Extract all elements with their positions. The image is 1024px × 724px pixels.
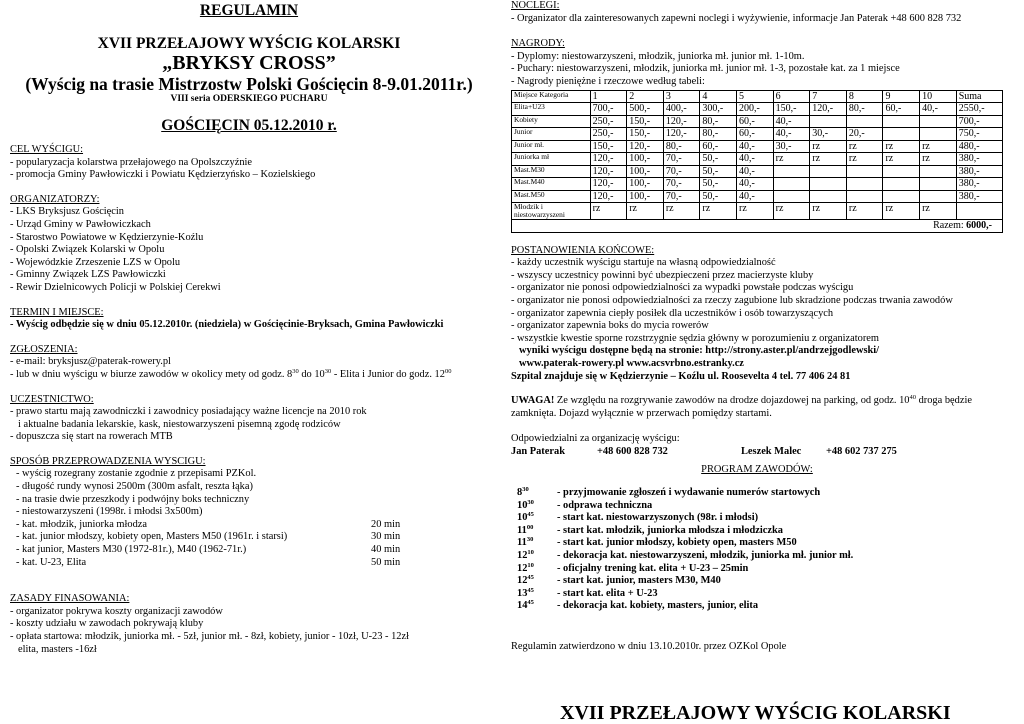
table-cell [920,178,957,191]
table-header-cell: 6 [773,90,810,103]
program-item [517,588,1003,601]
table-cell: 100,- [627,178,664,191]
table-cell: 700,- [956,115,1002,128]
duration-label: - kat. junior młodszy, kobiety open, Masters M50 (1961r. i starsi) [16,531,288,543]
table-row [512,115,1003,128]
list-item: - organizator nie ponosi odpowiedzialności za rzeczy zagubione lub skradzione podczas trwania zawodów [511,294,953,306]
method-heading: SPOSÓB PRZEPROWADZENIA WYSCIGU: [10,455,206,467]
list-item: - wszyscy uczestnicy powinni być ubezpieczeni przez macierzyste kluby [511,269,814,281]
table-cell: 70,- [663,153,700,166]
duration-time: 30 min [371,531,401,543]
table-cell: rz [883,140,920,153]
table-cell [920,165,957,178]
category-cell: Mast.M50 [512,190,591,203]
table-cell [810,165,847,178]
program-text: - odprawa techniczna [557,499,653,511]
table-cell: 40,- [773,115,810,128]
program-hour: 11 [517,537,527,549]
awards-heading: NAGRODY: [511,38,565,50]
table-cell: 40,- [737,140,774,153]
program-time [517,550,557,563]
organizers-heading: ORGANIZATORZY: [10,193,100,205]
race-subtitle: (Wyścig na trasie Mistrzostw Polski Gościęcin 8-9.01.2011r.) [25,74,473,94]
method-section [10,456,488,569]
table-cell: 60,- [883,103,920,116]
program-minute: 45 [527,599,534,607]
term-heading: TERMIN I MIEJSCE: [10,306,104,318]
table-cell: rz [883,203,920,220]
table-cell: 380,- [956,153,1002,166]
table-cell: 120,- [590,178,627,191]
program-minute: 30 [526,536,534,544]
finance-heading: ZASADY FINASOWANIA: [10,593,130,605]
table-cell [810,178,847,191]
table-cell: 40,- [773,128,810,141]
total-cell [512,220,1003,233]
table-cell: 100,- [627,153,664,166]
table-cell: rz [700,203,737,220]
program-minute: 45 [527,511,534,519]
table-header-cell: 9 [883,90,920,103]
program-time [517,563,557,576]
table-cell: 40,- [737,165,774,178]
duration-row [10,531,488,544]
approval-note: Regulamin zatwierdzono w dniu 13.10.2010r. przez OZKol Opole [511,641,787,652]
program-text: - start kat. młodzik, juniorka młodsza i młodziczka [557,524,783,536]
table-cell [920,128,957,141]
duration-label: - kat junior, Masters M30 (1972-81r.), M40 (1962-71r.) [16,544,247,556]
program-text: - start kat. junior, masters M30, M40 [557,575,721,587]
duration-time: 40 min [371,544,401,556]
table-cell: 380,- [956,190,1002,203]
table-cell: rz [773,203,810,220]
table-cell: rz [737,203,774,220]
table-cell: 50,- [700,153,737,166]
table-row [512,153,1003,166]
program-hour: 12 [517,562,528,574]
category-cell: Juniorka mł [512,153,591,166]
list-item: i aktualne badania lekarskie, kask, niestowarzyszeni pisemną zgodę rodziców [18,418,341,430]
table-cell: 120,- [663,128,700,141]
table-cell: 60,- [700,140,737,153]
table-cell [810,190,847,203]
list-item: - Nagrody pieniężne i rzeczowe według tabeli: [511,75,705,87]
table-cell: 150,- [773,103,810,116]
table-header-cell: 2 [627,90,664,103]
list-item: - długość rundy wynosi 2500m (300m asfalt, reszta łąka) [16,481,253,493]
table-row [512,140,1003,153]
awards-section [511,38,1003,88]
applications-heading: ZGŁOSZENIA: [10,343,78,355]
list-item: - organizator nie ponosi odpowiedzialności za wypadki powstałe podczas wyścigu [511,282,854,294]
finance-section [10,593,488,656]
table-cell: 120,- [590,190,627,203]
list-item: elita, masters -16zł [18,643,97,655]
program-item [517,600,1003,613]
warning-label: UWAGA! [511,395,555,407]
program-hour: 14 [517,600,528,612]
category-cell: Mast.M40 [512,178,591,191]
table-cell: rz [920,153,957,166]
program-text: - start kat. elita + U-23 [557,587,658,599]
contacts-line [511,446,1003,459]
series-name: VIII seria ODERSKIEGO PUCHARU [170,94,328,104]
table-cell: 480,- [956,140,1002,153]
participation-heading: UCZESTNICTWO: [10,393,94,405]
table-cell [883,178,920,191]
text-part: - Elita i Junior do godz. [331,368,435,380]
next-page-title: XVII PRZEŁAJOWY WYŚCIG KOLARSKI [560,702,951,724]
category-cell: Mast.M30 [512,165,591,178]
table-cell [920,115,957,128]
table-cell [846,115,883,128]
table-row [512,128,1003,141]
program-list [517,487,1003,613]
program-minute: 10 [527,561,534,569]
list-item: - popularyzacja kolarstwa przełajowego na Opolszczyźnie [10,156,253,168]
total-value: 6000,- [966,220,992,232]
lodging-section [511,0,1003,25]
table-header-cell: 4 [700,90,737,103]
list-item: - promocja Gminy Pawłowiczki i Powiatu Kędzierzyńsko – Kozielskiego [10,169,316,181]
prize-table [511,90,1003,233]
text-part: - lub w dniu wyścigu w biurze zawodów w okolicy mety od godz. [10,368,288,380]
table-header-row [512,90,1003,103]
list-item: - na trasie dwie przeszkody i podwójny boks techniczny [16,493,250,505]
warning-section [511,395,1003,420]
program-minute: 00 [526,523,534,531]
table-header-cell: 3 [663,90,700,103]
list-item: - Opolski Związek Kolarski w Opolu [10,244,165,256]
category-cell: Elita+U23 [512,103,591,116]
table-header-cell: 10 [920,90,957,103]
table-cell: 30,- [810,128,847,141]
program-time [517,575,557,588]
goal-section [10,144,488,182]
duration-time: 50 min [371,556,401,568]
table-cell: 200,- [737,103,774,116]
table-row [512,165,1003,178]
warning-time-minute: 40 [909,394,916,402]
program-time [517,600,557,613]
program-hour: 12 [517,575,528,587]
table-cell: 500,- [627,103,664,116]
table-cell: 80,- [663,140,700,153]
category-cell: Junior mł. [512,140,591,153]
list-item: - organizator zapewnia boks do mycia rowerów [511,320,709,332]
program-minute: 30 [527,498,534,506]
table-cell: 80,- [700,128,737,141]
table-row [512,178,1003,191]
time-hour: 12 [434,368,445,380]
table-total-row [512,220,1003,233]
list-item: - niestowarzyszeni (1998r. i młodsi 3x500m) [16,506,203,518]
websites-line: www.paterak-rowery.pl www.acsvrbno.estranky.cz [519,357,744,369]
table-cell: rz [810,203,847,220]
hospital-line: Szpital znajduje się w Kędzierzynie – Koźlu ul. Roosevelta 4 tel. 77 406 24 81 [511,370,851,382]
table-cell: 50,- [700,178,737,191]
table-cell: rz [810,153,847,166]
program-hour: 13 [517,587,528,599]
list-item: - wszystkie kwestie sporne rozstrzygnie sędzia główny w porozumieniu z organizatorem [511,332,879,344]
duration-row [10,557,488,570]
list-item: - Puchary: niestowarzyszeni, młodzik, juniorka mł. junior mł. 1-3, pozostałe kat. za 1 miejsce [511,63,900,75]
results-line: wyniki wyścigu dostępne będą na stronie: http://strony.aster.pl/andrzejgodlewski/ [519,345,880,357]
list-item: - Rewir Dzielnicowych Policji w Polskiej Cerekwi [10,281,221,293]
program-minute: 10 [527,549,534,557]
duration-label: - kat. U-23, Elita [16,556,87,568]
table-cell: rz [920,140,957,153]
table-cell: 80,- [846,103,883,116]
table-cell: 100,- [627,165,664,178]
table-cell: rz [846,153,883,166]
table-header-cell: Suma [956,90,1002,103]
time-minute: 00 [444,367,452,375]
program-time [517,588,557,601]
contact-phone: +48 602 737 275 [826,445,897,457]
table-header-cell: 7 [810,90,847,103]
table-cell [810,115,847,128]
table-cell: 120,- [627,140,664,153]
table-cell: 150,- [627,115,664,128]
duration-label: - kat. młodzik, juniorka młodza [16,518,148,530]
table-cell: rz [773,153,810,166]
table-cell: 30,- [773,140,810,153]
list-item: - prawo startu mają zawodniczki i zawodnicy posiadający ważne licencje na 2010 rok [10,406,367,418]
right-column [511,0,1003,654]
warning-text: Ze względu na rozgrywanie zawodów na drodze dojazdowej na parking, od godz. 10 [554,395,910,407]
table-cell [883,190,920,203]
table-cell: 50,- [700,190,737,203]
table-header-cell: 5 [737,90,774,103]
table-cell: 120,- [590,165,627,178]
time-minute: 30 [324,367,332,375]
table-row [512,190,1003,203]
program-time [517,525,557,538]
table-cell [846,190,883,203]
table-cell: 70,- [663,165,700,178]
table-cell: 120,- [663,115,700,128]
table-cell: rz [846,140,883,153]
table-cell: 150,- [590,140,627,153]
program-heading: PROGRAM ZAWODÓW: [701,464,813,476]
category-cell: Młodzik i niestowarzyszeni [512,203,591,220]
program-hour: 11 [517,524,527,536]
table-cell: 150,- [627,128,664,141]
table-cell: 40,- [737,153,774,166]
table-cell: 70,- [663,178,700,191]
event-name: XVII PRZEŁAJOWY WYŚCIG KOLARSKI [97,35,401,52]
lodging-heading: NOCLEGI: [511,0,560,11]
table-cell [883,128,920,141]
program-item [517,512,1003,525]
table-header-cell: 8 [846,90,883,103]
program-hour: 12 [517,550,528,562]
term-text: - Wyścig odbędzie się w dniu 05.12.2010r. (niedziela) w Gościęcinie-Bryksach, Gmina Pawłowiczki [10,319,444,331]
duration-row [10,544,488,557]
list-item: - Urząd Gminy w Pawłowiczkach [10,218,151,230]
category-cell: Kobiety [512,115,591,128]
table-cell: 40,- [737,190,774,203]
list-item: - organizator zapewnia ciepły posiłek dla uczestników i osób towarzyszących [511,307,834,319]
category-cell: Junior [512,128,591,141]
list-item: - Starostwo Powiatowe w Kędzierzynie-Koźlu [10,231,204,243]
list-item: - organizator pokrywa koszty organizacji zawodów [10,605,223,617]
table-cell: 250,- [590,115,627,128]
table-cell: 120,- [810,103,847,116]
table-cell [846,165,883,178]
table-cell: 60,- [737,128,774,141]
list-item: - LKS Bryksjusz Gościęcin [10,206,124,218]
table-cell: 80,- [700,115,737,128]
table-cell: rz [663,203,700,220]
contact-name: Jan Paterak [511,445,565,457]
table-cell: rz [627,203,664,220]
final-section [511,245,1003,384]
table-cell: 700,- [590,103,627,116]
warning-text-end: droga będzie zamknięta. Dojazd wyłącznie w przerwach pomiędzy startami. [511,395,972,419]
program-text: - przyjmowanie zgłoszeń i wydawanie numerów startowych [557,487,821,499]
contacts-section [511,433,1003,458]
email-line: - e-mail: bryksjusz@paterak-rowery.pl [10,356,171,368]
program-minute: 45 [527,586,534,594]
table-cell: rz [920,203,957,220]
table-cell: 50,- [700,165,737,178]
program-text: - start kat. niestowarzyszonych (98r. i młodsi) [557,512,759,524]
table-cell: rz [810,140,847,153]
duration-time: 20 min [371,518,401,530]
program-text: - dekoracja kat. kobiety, masters, junior, elita [557,600,759,612]
table-cell: 100,- [627,190,664,203]
table-cell: 70,- [663,190,700,203]
program-text: - dekoracja kat. niestowarzyszeni, młodzik, juniorka mł. junior mł. [557,550,854,562]
program-item [517,575,1003,588]
program-minute: 30 [522,486,529,494]
table-cell: 40,- [920,103,957,116]
text-part: do [298,368,315,380]
final-heading: POSTANOWIENIA KOŃCOWE: [511,244,655,256]
table-cell: 300,- [700,103,737,116]
time-hour: 8 [287,368,293,380]
time-minute: 30 [292,367,299,375]
table-cell [920,190,957,203]
total-label: Razem: [933,220,967,232]
race-name: „BRYKSY CROSS” [162,52,336,74]
table-cell: 120,- [590,153,627,166]
program-item [517,500,1003,513]
program-time [517,500,557,513]
table-cell: 60,- [737,115,774,128]
list-item: - opłata startowa: młodzik, juniorka mł. - 5zł, junior mł. - 8zł, kobiety, junior - 10zł, U-23 - 12zł [10,631,409,642]
table-cell [883,165,920,178]
lodging-text: - Organizator dla zainteresowanych zapewni noclegi i wyżywienie, informacje Jan Paterak +48 600 828 732 [511,12,962,24]
program-item [517,525,1003,538]
program-text: - oficjalny trening kat. elita + U-23 – 25min [557,562,749,574]
list-item: - Gminny Związek LZS Pawłowiczki [10,269,166,281]
time-hour: 10 [314,368,325,380]
duration-row [10,519,488,532]
table-cell: 750,- [956,128,1002,141]
table-cell [883,115,920,128]
list-item: - każdy uczestnik wyścigu startuje na własną odpowiedzialność [511,257,776,269]
program-hour: 8 [517,487,523,499]
list-item: - Wojewódzkie Zrzeszenie LZS w Opolu [10,256,181,268]
table-cell: 2550,- [956,103,1002,116]
table-header-cell: 1 [590,90,627,103]
contact-name: Leszek Malec [741,445,802,457]
left-column [10,0,488,656]
list-item: - dopuszcza się start na rowerach MTB [10,431,173,443]
program-time [517,487,557,500]
program-time [517,537,557,550]
table-cell: 380,- [956,178,1002,191]
organizers-section [10,194,488,295]
goal-heading: CEL WYŚCIGU: [10,144,84,155]
table-cell [846,178,883,191]
list-item: - koszty udziału w zawodach pokrywają kluby [10,618,204,630]
participation-section [10,394,488,444]
place-date: GOŚCIĘCIN 05.12.2010 r. [161,117,337,134]
table-cell: 250,- [590,128,627,141]
program-time [517,512,557,525]
document-title: REGULAMIN [199,2,299,19]
list-item: - wyścig rozegrany zostanie zgodnie z przepisami PZKol. [16,468,257,480]
program-item [517,487,1003,500]
table-cell [773,190,810,203]
table-cell: 400,- [663,103,700,116]
table-cell: 380,- [956,165,1002,178]
program-item [517,550,1003,563]
program-hour: 10 [517,499,528,511]
table-cell [773,178,810,191]
contacts-label: Odpowiedzialni za organizację wyścigu: [511,433,680,445]
program-item [517,563,1003,576]
table-corner-cell: Miejsce Kategoria [512,90,591,103]
table-cell: rz [590,203,627,220]
table-cell: rz [846,203,883,220]
table-row [512,103,1003,116]
program-hour: 10 [517,512,528,524]
program-text: - start kat. junior młodszy, kobiety open, masters M50 [557,537,797,549]
table-cell [956,203,1002,220]
table-cell: rz [883,153,920,166]
contact-phone: +48 600 828 732 [597,445,668,457]
table-row [512,203,1003,220]
table-cell: 20,- [846,128,883,141]
office-hours-line [10,369,488,382]
program-item [517,537,1003,550]
program-minute: 45 [527,574,534,582]
list-item: - Dyplomy: niestowarzyszeni, młodzik, juniorka mł. junior mł. 1-10m. [511,50,805,62]
term-section [10,307,488,332]
applications-section [10,344,488,382]
table-cell: 40,- [737,178,774,191]
table-cell [773,165,810,178]
